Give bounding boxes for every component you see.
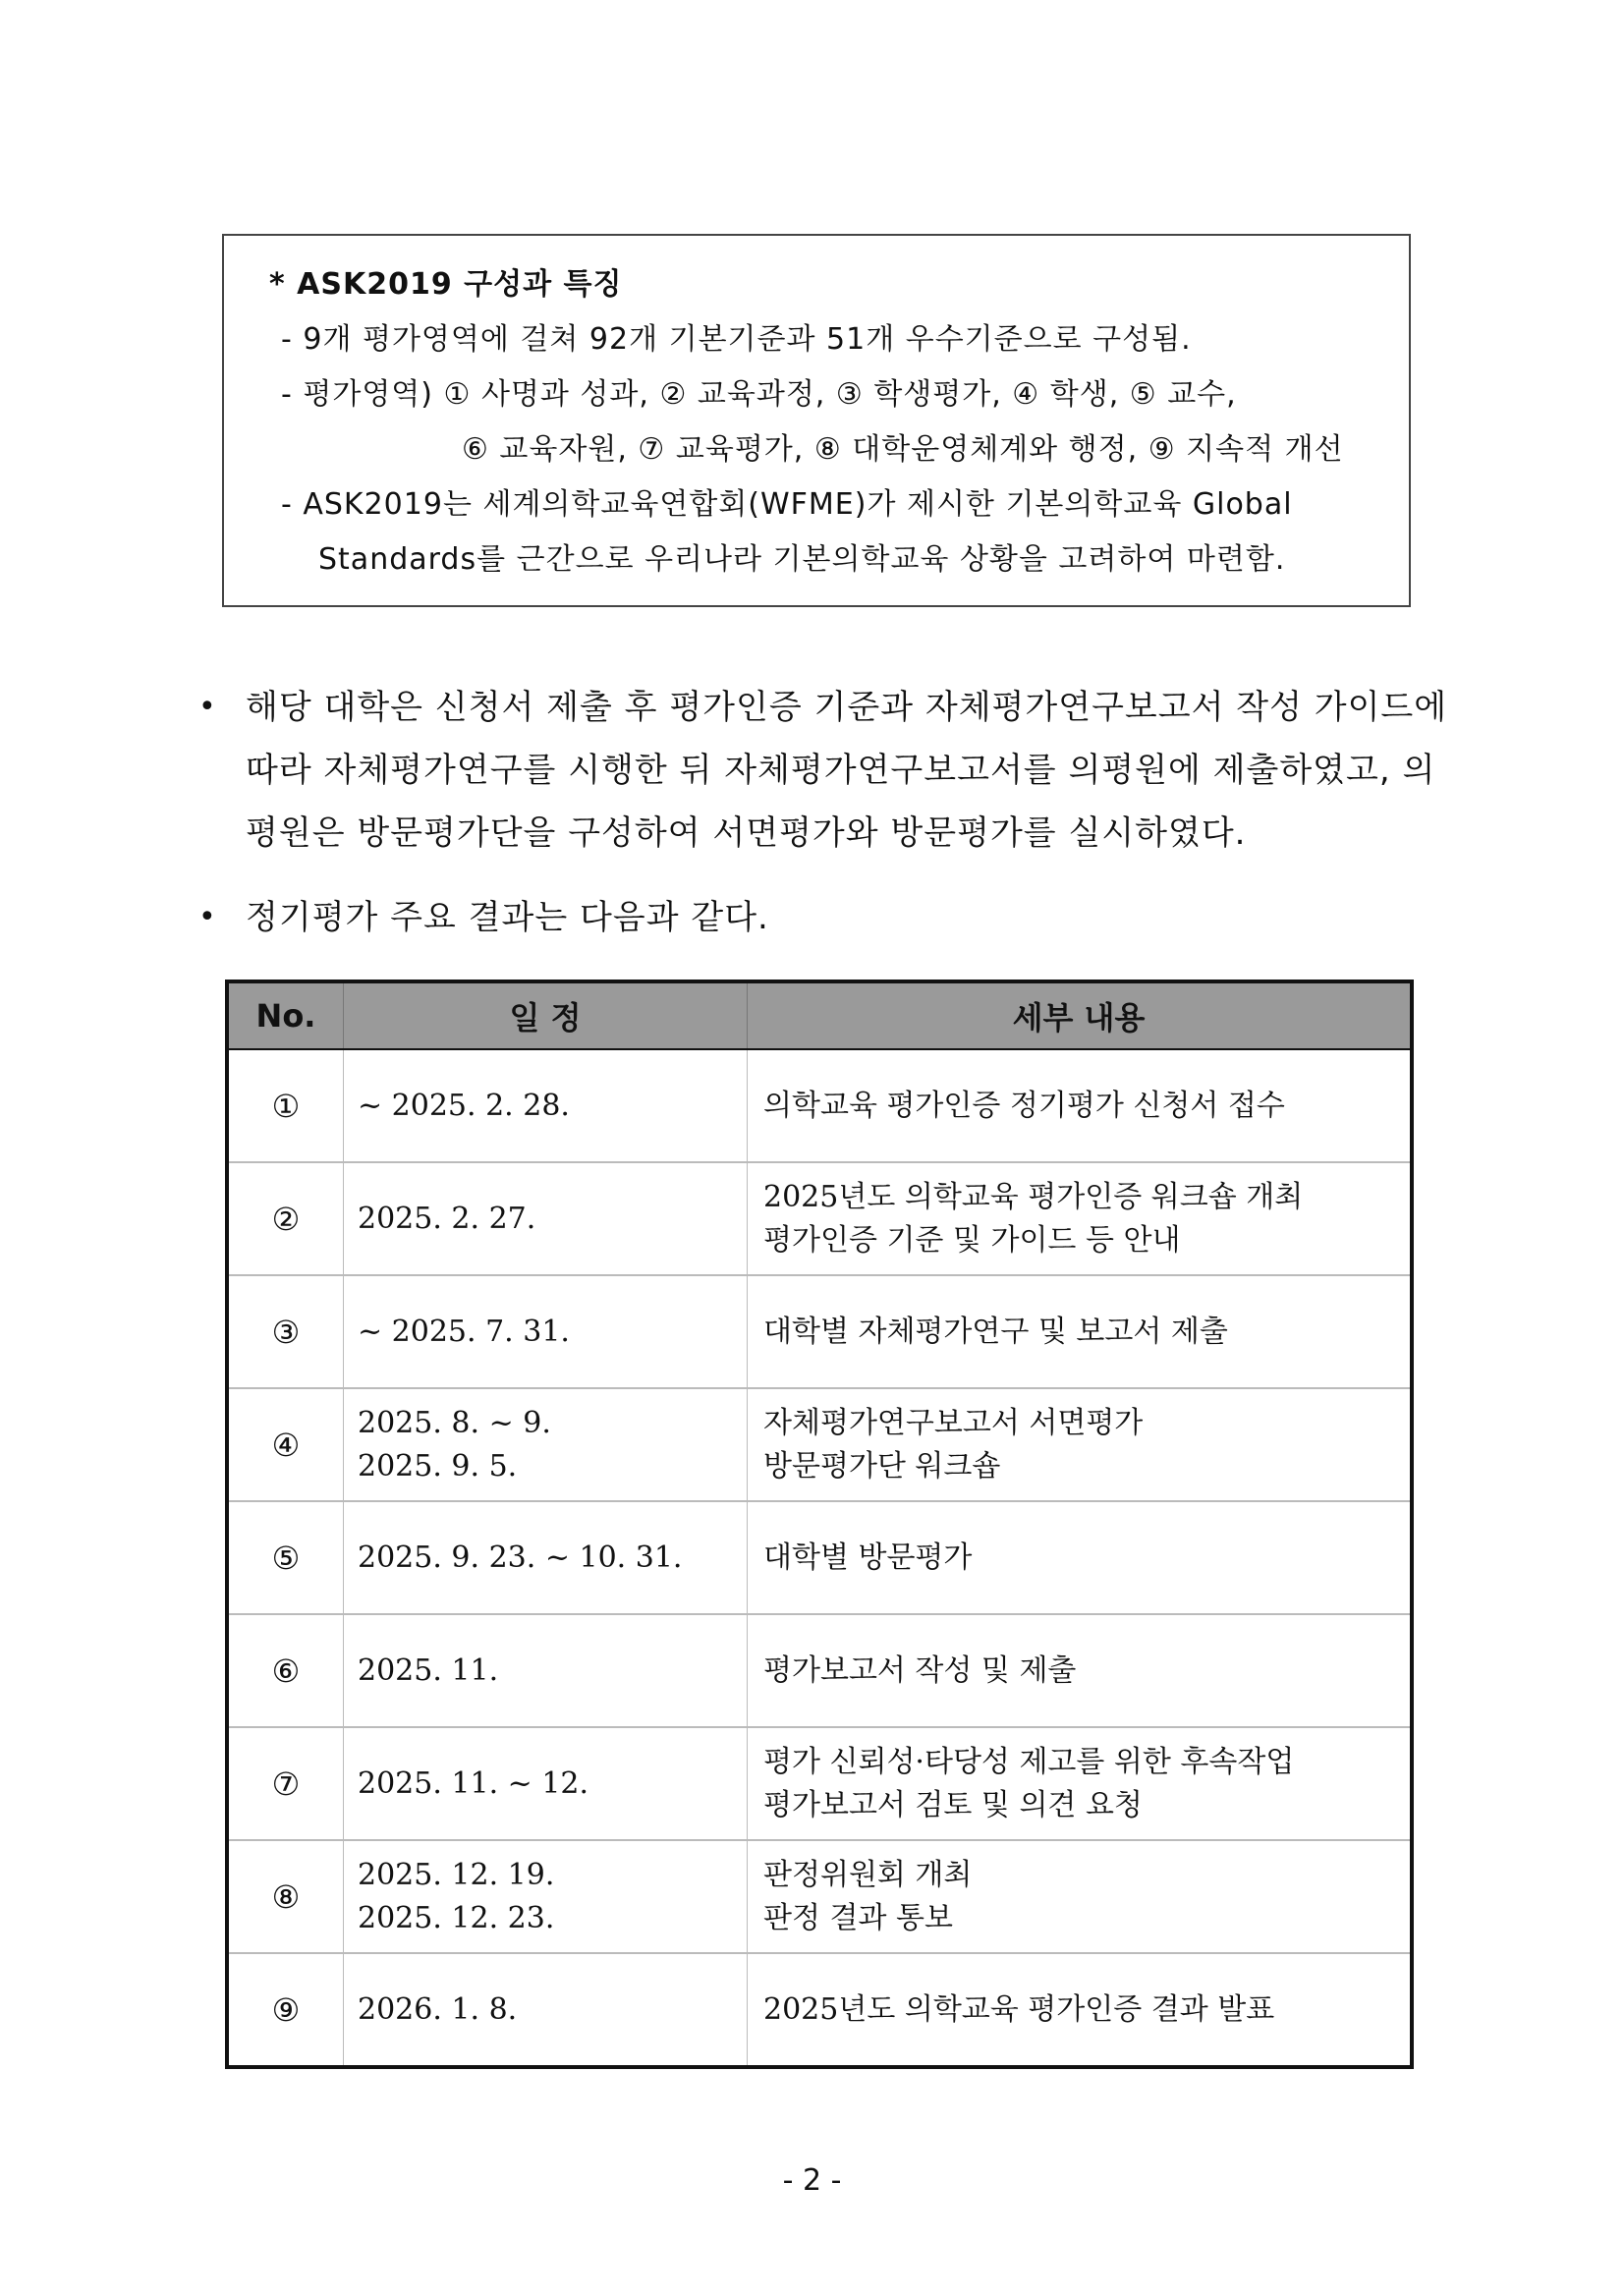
cell-detail: 평가 신뢰성·타당성 제고를 위한 후속작업 평가보고서 검토 및 의견 요청 — [748, 1727, 1413, 1840]
cell-no: ② — [227, 1162, 344, 1275]
cell-date: 2025. 9. 23. ~ 10. 31. — [344, 1501, 748, 1614]
table-row — [227, 1727, 1412, 1840]
header-no: No. — [227, 981, 344, 1049]
table-row — [227, 1840, 1412, 1953]
cell-detail: 의학교육 평가인증 정기평가 신청서 접수 — [748, 1049, 1413, 1162]
cell-date: 2025. 8. ~ 9. 2025. 9. 5. — [344, 1388, 748, 1501]
table-row — [227, 1388, 1412, 1501]
cell-date: ~ 2025. 7. 31. — [344, 1275, 748, 1388]
cell-detail: 대학별 방문평가 — [748, 1501, 1413, 1614]
cell-detail: 2025년도 의학교육 평가인증 워크숍 개최 평가인증 기준 및 가이드 등 안내 — [748, 1162, 1413, 1275]
bullet-paragraph — [193, 676, 1450, 865]
cell-no: ④ — [227, 1388, 344, 1501]
cell-detail: 자체평가연구보고서 서면평가 방문평가단 워크숍 — [748, 1388, 1413, 1501]
bullet-list — [193, 676, 1450, 949]
info-box-line: - ASK2019는 세계의학교육연합회(WFME)가 제시한 기본의학교육 Global — [281, 487, 1293, 522]
cell-date: 2025. 11. — [344, 1614, 748, 1727]
info-box-line: ⑥ 교육자원, ⑦ 교육평가, ⑧ 대학운영체계와 행정, ⑨ 지속적 개선 — [462, 432, 1344, 467]
info-box-title: * ASK2019 구성과 특징 — [269, 267, 623, 302]
table-row — [227, 1049, 1412, 1162]
cell-no: ① — [227, 1049, 344, 1162]
table-row — [227, 1614, 1412, 1727]
cell-detail: 판정위원회 개최 판정 결과 통보 — [748, 1840, 1413, 1953]
bullet-text: 해당 대학은 신청서 제출 후 평가인증 기준과 자체평가연구보고서 작성 가이드에 따라 자체평가연구를 시행한 뒤 자체평가연구보고서를 의평원에 제출하였고, 의평원은 방문평가단을 구성하여 서면평가와 방문평가를 실시하였다. — [246, 688, 1448, 853]
bullet-dot-icon: • — [198, 900, 217, 934]
cell-date: ~ 2025. 2. 28. — [344, 1049, 748, 1162]
info-box-line: Standards를 근간으로 우리나라 기본의학교육 상황을 고려하여 마련함. — [318, 542, 1286, 577]
table-row — [227, 1953, 1412, 2067]
page-number: - 2 - — [782, 2163, 842, 2198]
cell-date: 2026. 1. 8. — [344, 1953, 748, 2067]
info-box-line: - 9개 평가영역에 걸쳐 92개 기본기준과 51개 우수기준으로 구성됨. — [281, 322, 1192, 357]
ask2019-info-box — [222, 234, 1411, 607]
cell-date: 2025. 2. 27. — [344, 1162, 748, 1275]
info-box-line: - 평가영역) ① 사명과 성과, ② 교육과정, ③ 학생평가, ④ 학생, ⑤ 교수, — [281, 377, 1237, 412]
cell-detail: 평가보고서 작성 및 제출 — [748, 1614, 1413, 1727]
table-row — [227, 1275, 1412, 1388]
header-details: 세부 내용 — [748, 981, 1413, 1049]
cell-date: 2025. 11. ~ 12. — [344, 1727, 748, 1840]
cell-no: ⑥ — [227, 1614, 344, 1727]
table-row — [227, 1162, 1412, 1275]
header-schedule: 일 정 — [344, 981, 748, 1049]
cell-no: ⑨ — [227, 1953, 344, 2067]
cell-no: ⑦ — [227, 1727, 344, 1840]
cell-no: ③ — [227, 1275, 344, 1388]
table-header-row — [227, 981, 1412, 1049]
cell-detail: 2025년도 의학교육 평가인증 결과 발표 — [748, 1953, 1413, 2067]
cell-date: 2025. 12. 19. 2025. 12. 23. — [344, 1840, 748, 1953]
bullet-dot-icon: • — [198, 690, 217, 724]
bullet-paragraph — [193, 886, 1450, 949]
schedule-table — [225, 980, 1414, 2069]
bullet-text: 정기평가 주요 결과는 다음과 같다. — [246, 898, 769, 937]
cell-no: ⑤ — [227, 1501, 344, 1614]
cell-no: ⑧ — [227, 1840, 344, 1953]
table-row — [227, 1501, 1412, 1614]
cell-detail: 대학별 자체평가연구 및 보고서 제출 — [748, 1275, 1413, 1388]
